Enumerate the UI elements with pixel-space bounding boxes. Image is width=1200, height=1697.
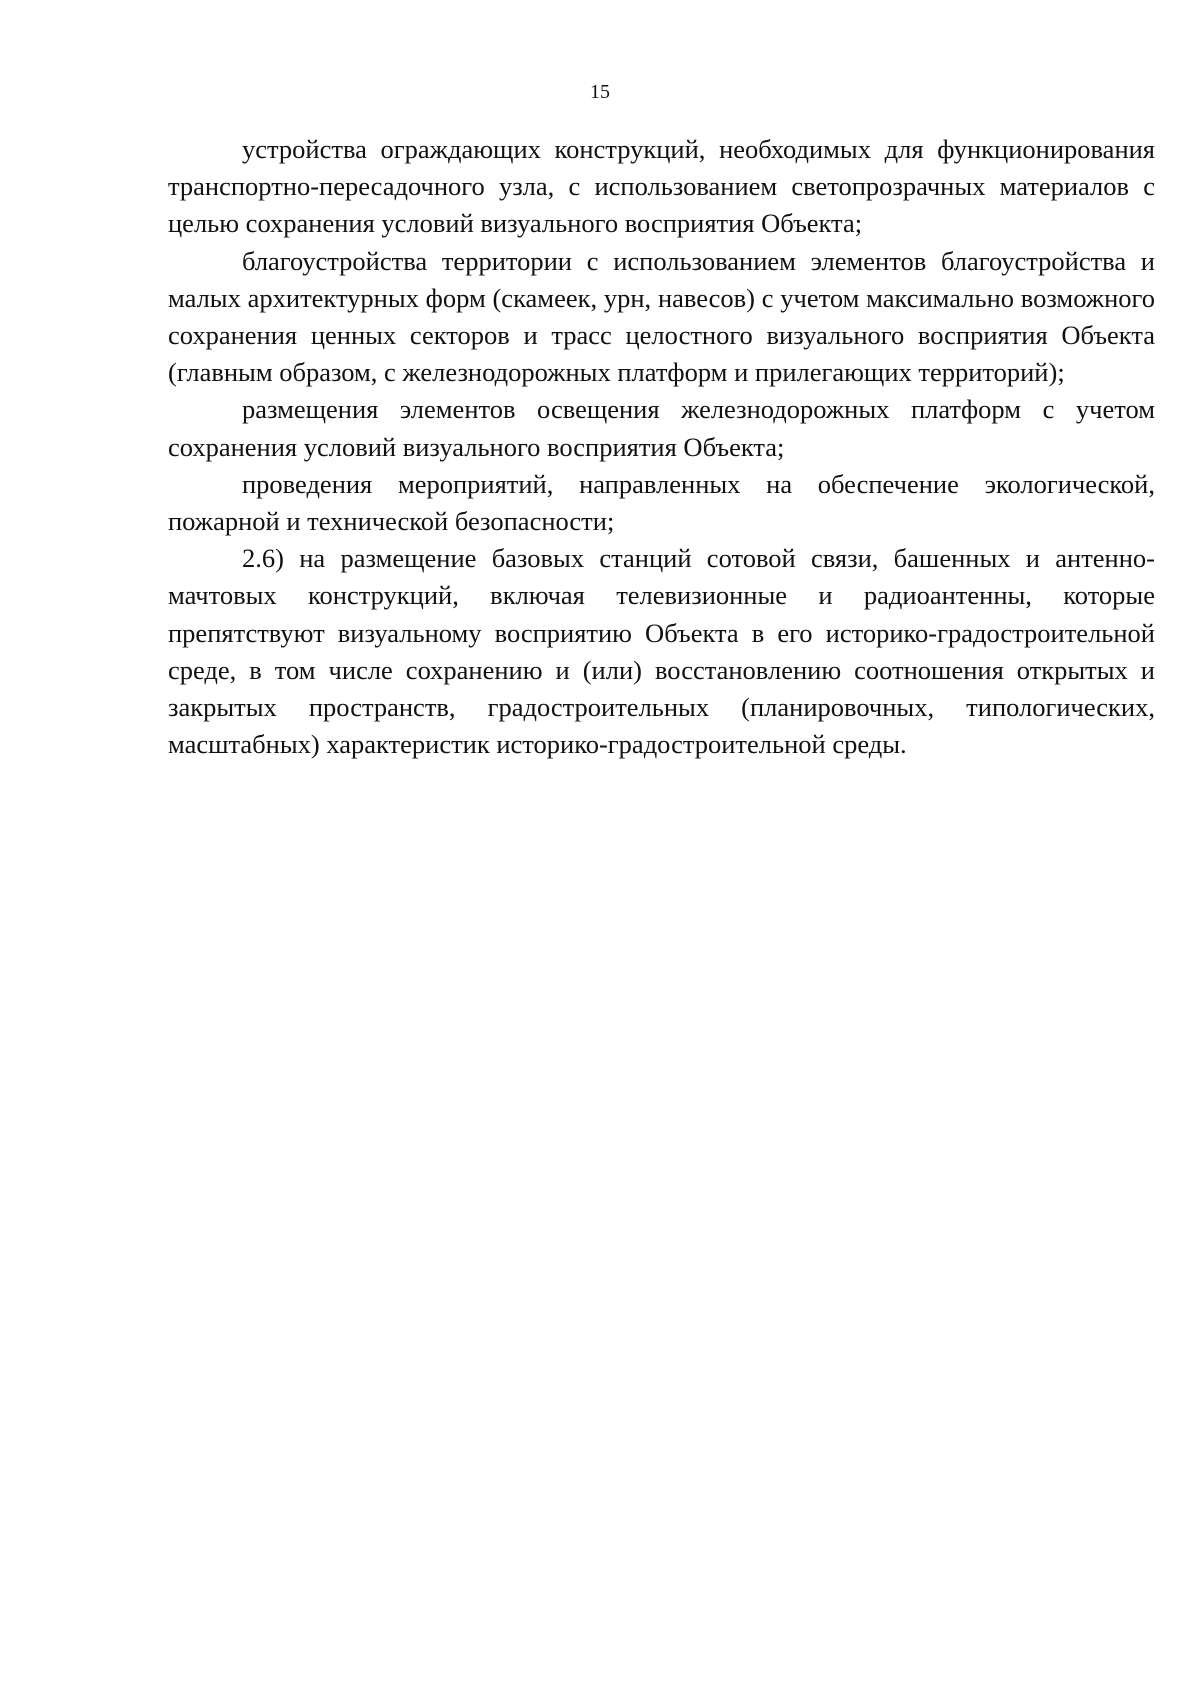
- paragraph-enclosing-structures: устройства ограждающих конструкций, необходимых для функционирования транспортно-пересадочного узла, с использованием светопрозрачных материалов с целью сохранения условий визуального восприятия Объекта;: [168, 134, 1155, 239]
- paragraph-landscaping: благоустройства территории с использованием элементов благоустройства и малых архитектурных форм (скамеек, урн, навесов) с учетом максимально возможного сохранения ценных секторов и трасс целостного визуального восприятия Объекта (главным образом, с железнодорожных платформ и прилегающих территорий);: [168, 245, 1155, 388]
- page-number: 15: [590, 81, 610, 103]
- paragraph-platform-lighting: размещения элементов освещения железнодорожных платформ с учетом сохранения условий визуального восприятия Объекта;: [168, 394, 1155, 462]
- document-body: [168, 131, 1155, 763]
- paragraph-cellular-stations: 2.6) на размещение базовых станций сотовой связи, башенных и антенно-мачтовых конструкций, включая телевизионные и радиоантенны, которые препятствуют визуальному восприятию Объекта в его историко-градостроительной среде, в том числе сохранению и (или) восстановлению соотношения открытых и закрытых пространств, градостроительных (планировочных, типологических, масштабных) характеристик историко-градостроительной среды.: [168, 543, 1155, 760]
- paragraph-safety-measures: проведения мероприятий, направленных на обеспечение экологической, пожарной и технической безопасности;: [168, 468, 1155, 537]
